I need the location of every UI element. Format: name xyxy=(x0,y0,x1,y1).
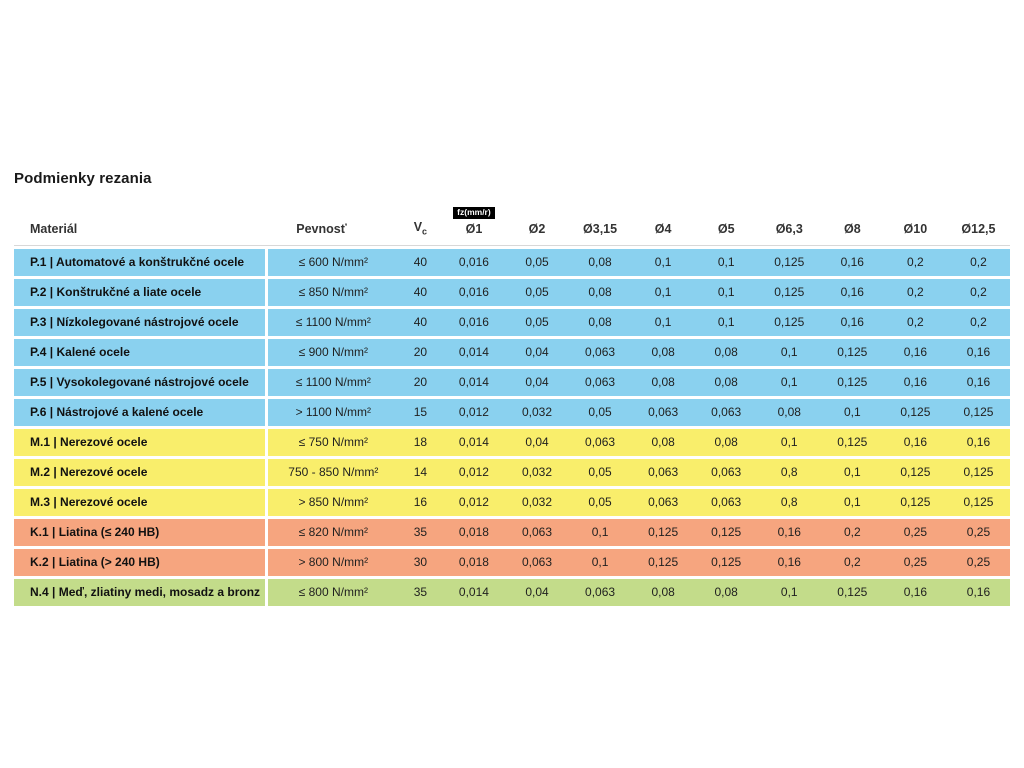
fz-cell-d6: 0,125 xyxy=(758,249,821,276)
fz-cell-d2: 0,04 xyxy=(505,339,568,366)
fz-cell-d2: 0,05 xyxy=(505,279,568,306)
header-diameter-6: Ø6,3 xyxy=(758,204,821,246)
material-cell: N.4 | Meď, zliatiny medi, mosadz a bronz xyxy=(14,579,268,606)
fz-cell-d8: 0,16 xyxy=(884,339,947,366)
fz-cell-d3: 0,063 xyxy=(569,339,632,366)
fz-cell-d2: 0,04 xyxy=(505,579,568,606)
pevnost-cell: ≤ 820 N/mm² xyxy=(268,519,398,546)
fz-cell-d3: 0,1 xyxy=(569,519,632,546)
vc-cell: 40 xyxy=(398,279,442,306)
fz-cell-d8: 0,2 xyxy=(884,309,947,336)
fz-cell-d9: 0,16 xyxy=(947,579,1010,606)
fz-cell-d1: 0,016 xyxy=(442,309,505,336)
fz-cell-d6: 0,1 xyxy=(758,429,821,456)
header-vc xyxy=(398,204,442,246)
fz-cell-d4: 0,125 xyxy=(632,519,695,546)
fz-cell-d7: 0,125 xyxy=(821,369,884,396)
header-diameter-4: Ø4 xyxy=(632,204,695,246)
material-cell: M.1 | Nerezové ocele xyxy=(14,429,268,456)
fz-cell-d1: 0,014 xyxy=(442,339,505,366)
fz-cell-d2: 0,063 xyxy=(505,549,568,576)
fz-cell-d7: 0,16 xyxy=(821,279,884,306)
pevnost-cell: > 1100 N/mm² xyxy=(268,399,398,426)
fz-cell-d9: 0,125 xyxy=(947,399,1010,426)
cutting-conditions-table xyxy=(14,201,1010,609)
fz-cell-d5: 0,08 xyxy=(695,369,758,396)
fz-cell-d9: 0,25 xyxy=(947,519,1010,546)
fz-cell-d8: 0,125 xyxy=(884,399,947,426)
pevnost-cell: 750 - 850 N/mm² xyxy=(268,459,398,486)
fz-cell-d3: 0,063 xyxy=(569,369,632,396)
fz-cell-d8: 0,16 xyxy=(884,369,947,396)
vc-cell: 40 xyxy=(398,309,442,336)
fz-cell-d1: 0,016 xyxy=(442,249,505,276)
vc-cell: 40 xyxy=(398,249,442,276)
fz-cell-d1: 0,016 xyxy=(442,279,505,306)
fz-cell-d5: 0,1 xyxy=(695,279,758,306)
pevnost-cell: ≤ 1100 N/mm² xyxy=(268,369,398,396)
fz-cell-d1: 0,012 xyxy=(442,399,505,426)
fz-cell-d4: 0,1 xyxy=(632,279,695,306)
vc-main-label: V xyxy=(413,219,423,234)
fz-cell-d9: 0,16 xyxy=(947,339,1010,366)
fz-cell-d6: 0,8 xyxy=(758,489,821,516)
table-row xyxy=(14,459,1010,486)
fz-cell-d2: 0,063 xyxy=(505,519,568,546)
fz-cell-d3: 0,05 xyxy=(569,489,632,516)
fz-cell-d9: 0,25 xyxy=(947,549,1010,576)
fz-cell-d6: 0,16 xyxy=(758,549,821,576)
header-pevnost: Pevnosť xyxy=(268,204,398,246)
fz-cell-d7: 0,125 xyxy=(821,429,884,456)
fz-cell-d5: 0,063 xyxy=(695,459,758,486)
fz-cell-d3: 0,063 xyxy=(569,429,632,456)
fz-cell-d6: 0,08 xyxy=(758,399,821,426)
table-row xyxy=(14,279,1010,306)
fz-cell-d1: 0,012 xyxy=(442,489,505,516)
header-diameter-3: Ø3,15 xyxy=(569,204,632,246)
fz-cell-d8: 0,25 xyxy=(884,549,947,576)
diameter-label: Ø1 xyxy=(465,222,483,237)
pevnost-cell: > 800 N/mm² xyxy=(268,549,398,576)
fz-cell-d7: 0,2 xyxy=(821,549,884,576)
header-diameter-9: Ø12,5 xyxy=(947,204,1010,246)
fz-cell-d4: 0,08 xyxy=(632,339,695,366)
fz-cell-d6: 0,8 xyxy=(758,459,821,486)
fz-cell-d5: 0,125 xyxy=(695,549,758,576)
fz-cell-d4: 0,125 xyxy=(632,549,695,576)
table-row xyxy=(14,519,1010,546)
fz-cell-d7: 0,2 xyxy=(821,519,884,546)
fz-cell-d2: 0,04 xyxy=(505,369,568,396)
fz-cell-d4: 0,063 xyxy=(632,399,695,426)
header-diameter-8: Ø10 xyxy=(884,204,947,246)
vc-cell: 35 xyxy=(398,519,442,546)
header-diameter-2: Ø2 xyxy=(505,204,568,246)
fz-cell-d5: 0,1 xyxy=(695,309,758,336)
fz-cell-d2: 0,05 xyxy=(505,249,568,276)
pevnost-cell: ≤ 900 N/mm² xyxy=(268,339,398,366)
fz-cell-d4: 0,08 xyxy=(632,429,695,456)
table-row xyxy=(14,549,1010,576)
fz-cell-d7: 0,16 xyxy=(821,249,884,276)
fz-cell-d9: 0,16 xyxy=(947,429,1010,456)
table-row xyxy=(14,339,1010,366)
fz-cell-d6: 0,125 xyxy=(758,309,821,336)
fz-cell-d7: 0,16 xyxy=(821,309,884,336)
fz-cell-d3: 0,08 xyxy=(569,309,632,336)
fz-cell-d3: 0,08 xyxy=(569,249,632,276)
fz-cell-d8: 0,25 xyxy=(884,519,947,546)
fz-cell-d2: 0,032 xyxy=(505,489,568,516)
fz-cell-d9: 0,2 xyxy=(947,279,1010,306)
fz-cell-d5: 0,08 xyxy=(695,579,758,606)
fz-cell-d5: 0,1 xyxy=(695,249,758,276)
pevnost-cell: ≤ 800 N/mm² xyxy=(268,579,398,606)
material-cell: P.6 | Nástrojové a kalené ocele xyxy=(14,399,268,426)
fz-cell-d5: 0,08 xyxy=(695,339,758,366)
material-cell: K.1 | Liatina (≤ 240 HB) xyxy=(14,519,268,546)
fz-cell-d7: 0,1 xyxy=(821,399,884,426)
content-area xyxy=(14,170,1010,609)
fz-cell-d8: 0,125 xyxy=(884,459,947,486)
fz-cell-d6: 0,16 xyxy=(758,519,821,546)
vc-cell: 16 xyxy=(398,489,442,516)
fz-cell-d7: 0,1 xyxy=(821,489,884,516)
pevnost-cell: > 850 N/mm² xyxy=(268,489,398,516)
fz-cell-d2: 0,05 xyxy=(505,309,568,336)
fz-cell-d1: 0,014 xyxy=(442,579,505,606)
table-row xyxy=(14,489,1010,516)
fz-cell-d9: 0,125 xyxy=(947,489,1010,516)
fz-cell-d4: 0,08 xyxy=(632,369,695,396)
fz-cell-d9: 0,16 xyxy=(947,369,1010,396)
vc-cell: 14 xyxy=(398,459,442,486)
fz-cell-d8: 0,16 xyxy=(884,579,947,606)
fz-cell-d4: 0,1 xyxy=(632,249,695,276)
fz-cell-d4: 0,1 xyxy=(632,309,695,336)
vc-cell: 15 xyxy=(398,399,442,426)
fz-cell-d5: 0,063 xyxy=(695,489,758,516)
fz-cell-d7: 0,1 xyxy=(821,459,884,486)
fz-cell-d8: 0,125 xyxy=(884,489,947,516)
table-header-row xyxy=(14,204,1010,246)
fz-cell-d7: 0,125 xyxy=(821,579,884,606)
fz-cell-d3: 0,08 xyxy=(569,279,632,306)
fz-cell-d6: 0,1 xyxy=(758,369,821,396)
fz-cell-d4: 0,063 xyxy=(632,489,695,516)
fz-cell-d6: 0,1 xyxy=(758,579,821,606)
material-cell: M.2 | Nerezové ocele xyxy=(14,459,268,486)
fz-cell-d2: 0,04 xyxy=(505,429,568,456)
fz-cell-d2: 0,032 xyxy=(505,399,568,426)
fz-cell-d1: 0,018 xyxy=(442,519,505,546)
pevnost-cell: ≤ 1100 N/mm² xyxy=(268,309,398,336)
material-cell: P.2 | Konštrukčné a liate ocele xyxy=(14,279,268,306)
fz-cell-d1: 0,014 xyxy=(442,369,505,396)
fz-cell-d7: 0,125 xyxy=(821,339,884,366)
pevnost-cell: ≤ 850 N/mm² xyxy=(268,279,398,306)
fz-cell-d8: 0,2 xyxy=(884,249,947,276)
fz-cell-d5: 0,125 xyxy=(695,519,758,546)
fz-cell-d3: 0,05 xyxy=(569,399,632,426)
vc-cell: 20 xyxy=(398,369,442,396)
table-row xyxy=(14,579,1010,606)
fz-cell-d4: 0,063 xyxy=(632,459,695,486)
fz-cell-d9: 0,2 xyxy=(947,309,1010,336)
fz-cell-d6: 0,125 xyxy=(758,279,821,306)
fz-cell-d1: 0,014 xyxy=(442,429,505,456)
header-diameter-5: Ø5 xyxy=(695,204,758,246)
fz-cell-d3: 0,1 xyxy=(569,549,632,576)
header-diameter-7: Ø8 xyxy=(821,204,884,246)
fz-cell-d3: 0,05 xyxy=(569,459,632,486)
fz-cell-d9: 0,2 xyxy=(947,249,1010,276)
material-cell: P.4 | Kalené ocele xyxy=(14,339,268,366)
fz-cell-d5: 0,063 xyxy=(695,399,758,426)
table-row xyxy=(14,429,1010,456)
vc-cell: 35 xyxy=(398,579,442,606)
fz-cell-d1: 0,018 xyxy=(442,549,505,576)
table-row xyxy=(14,399,1010,426)
material-cell: P.1 | Automatové a konštrukčné ocele xyxy=(14,249,268,276)
vc-cell: 18 xyxy=(398,429,442,456)
header-diameter-1 xyxy=(442,204,505,246)
fz-unit-badge: fz(mm/r) xyxy=(453,207,495,219)
fz-cell-d8: 0,2 xyxy=(884,279,947,306)
fz-cell-d9: 0,125 xyxy=(947,459,1010,486)
pevnost-cell: ≤ 600 N/mm² xyxy=(268,249,398,276)
fz-cell-d5: 0,08 xyxy=(695,429,758,456)
material-cell: P.3 | Nízkolegované nástrojové ocele xyxy=(14,309,268,336)
fz-cell-d6: 0,1 xyxy=(758,339,821,366)
material-cell: M.3 | Nerezové ocele xyxy=(14,489,268,516)
fz-cell-d3: 0,063 xyxy=(569,579,632,606)
table-row xyxy=(14,309,1010,336)
pevnost-cell: ≤ 750 N/mm² xyxy=(268,429,398,456)
fz-cell-d2: 0,032 xyxy=(505,459,568,486)
vc-cell: 20 xyxy=(398,339,442,366)
material-cell: K.2 | Liatina (> 240 HB) xyxy=(14,549,268,576)
vc-cell: 30 xyxy=(398,549,442,576)
page-title: Podmienky rezania xyxy=(14,170,152,187)
table-row xyxy=(14,249,1010,276)
table-body xyxy=(14,249,1010,606)
table-row xyxy=(14,369,1010,396)
fz-cell-d4: 0,08 xyxy=(632,579,695,606)
fz-cell-d8: 0,16 xyxy=(884,429,947,456)
vc-sub-label: c xyxy=(422,226,428,237)
fz-cell-d1: 0,012 xyxy=(442,459,505,486)
header-material: Materiál xyxy=(14,204,268,246)
material-cell: P.5 | Vysokolegované nástrojové ocele xyxy=(14,369,268,396)
